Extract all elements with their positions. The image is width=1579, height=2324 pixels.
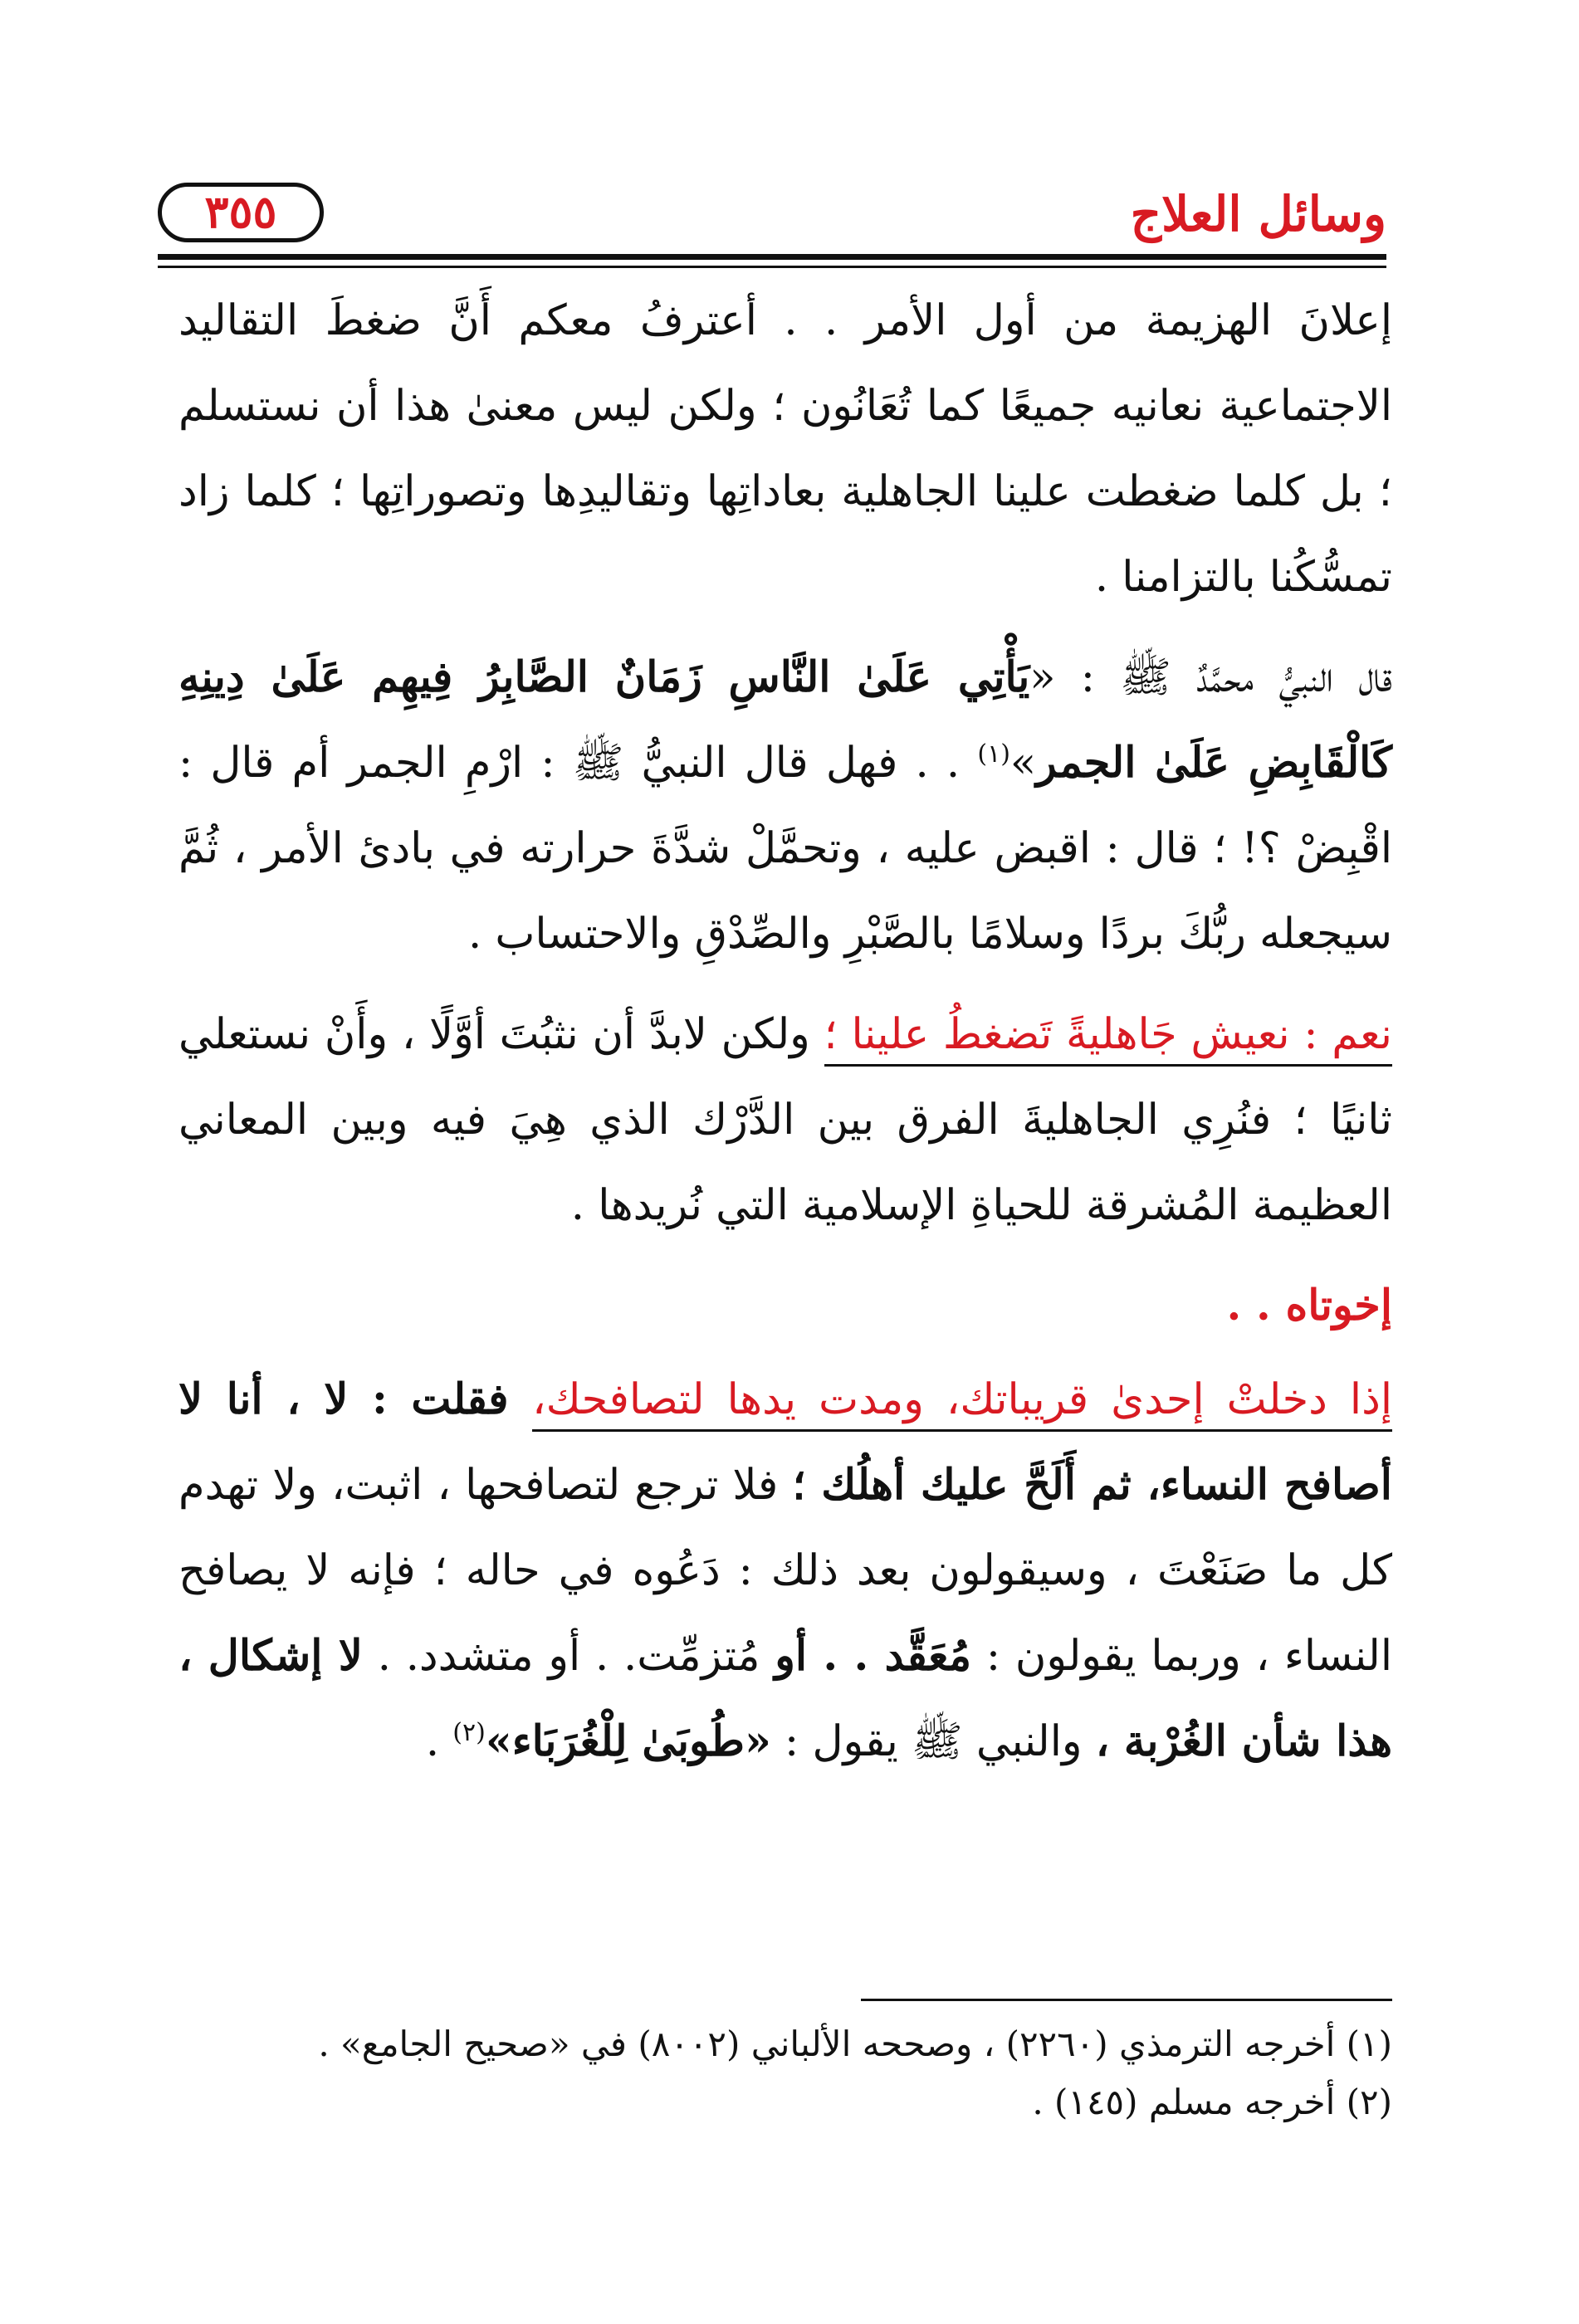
paragraph-4-end: . (425, 1717, 453, 1766)
paragraph-4-f: لا إشكال ، هذا شأن الغُرْبة ، (178, 1631, 1392, 1766)
chapter-title: وسائل العلاج (1130, 186, 1386, 242)
paragraph-2-rest: . . فهل قال النبيُّ ﷺ : ارْمِ الجمر أم قال : اقْبِضْ ؟! ؛ قال : اقبض عليه ، وتحمَّلْ شدَّةَ حرارته في بادئ الأمر ، ثُمَّ سيجعله ربُّكَ بردًا وسلامًا بالصَّبْرِ والصِّدْقِ والاحتساب . (178, 739, 1392, 959)
paragraph-4-c: فلا ترجع لتصافحها ، اثبت، ولا تهدم كل ما صَنَعْتَ ، وسيقولون بعد ذلك : دَعُوه في حاله ؛ فإنه لا يصافح النساء ، وربما يقولون : (178, 1461, 1393, 1681)
hadith-intro: قال النبيُّ محمَّدٌ ﷺ : « (1029, 653, 1392, 702)
body-text (178, 278, 1392, 1799)
paragraph-4-a: فقلت : لا ، أنا لا أصافح النساء، (178, 1374, 1392, 1510)
paragraph-4-b: ثم أَلَحَّ عليك أهلُك ؛ (792, 1460, 1132, 1510)
page-number: ٣٥٥ (158, 183, 324, 242)
highlighted-phrase-2: إذا دخلتْ إحدىٰ قريباتك، ومدت يدها لتصافحك، (532, 1375, 1392, 1432)
paragraph-4-d: مُعَقَّد . . أو (775, 1631, 972, 1681)
header-rule-thick (158, 254, 1386, 260)
footnote-divider (861, 1999, 1392, 2001)
paragraph-1: إعلانَ الهزيمة من أول الأمر . . أعترفُ معكم أَنَّ ضغطَ التقاليد الاجتماعية نعانيه جميعًا كما تُعَانُون ؛ ولكن ليس معنىٰ هذا أن نستسلم ؛ بل كلما ضغطت علينا الجاهلية بعاداتِها وتقاليدِها وتصوراتِها ؛ كلما زاد تمسُّكُنا بالتزامنا . (178, 296, 1392, 602)
paragraph-2 (178, 635, 1392, 977)
footnotes (178, 2015, 1392, 2131)
paragraph-4-g: والنبي ﷺ يقول : (770, 1717, 1096, 1766)
highlighted-phrase: نعم : نعيش جَاهليةً تَضغطُ علينا ؛ (824, 1010, 1392, 1067)
hadith-2-text: «طُوبَىٰ لِلْغُرَبَاء» (485, 1716, 771, 1766)
footnote-ref-1: (١) (977, 740, 1010, 769)
paragraph-3 (178, 992, 1392, 1248)
page-header (158, 166, 1386, 257)
paragraph-4 (178, 1357, 1392, 1784)
paragraph-3-rest: ولكن لابدَّ أن نثبُتَ أوَّلًا ، وأَنْ نستعلي ثانيًا ؛ فنُرِي الجاهليةَ الفرق بين الدَّرْك الذي هِيَ فيه وبين المعاني العظيمة المُشرقة للحياةِ الإسلامية التي نُريدها . (178, 1010, 1392, 1230)
footnote-1: (١) أخرجه الترمذي (٢٢٦٠) ، وصححه الألباني (٨٠٠٢) في «صحيح الجامع» . (318, 2024, 1392, 2064)
footnote-ref-2: (٢) (452, 1718, 486, 1747)
header-rule-thin (158, 266, 1386, 268)
hadith-close: » (1009, 739, 1037, 788)
footnote-2: (٢) أخرجه مسلم (١٤٥) . (1032, 2082, 1392, 2122)
sub-heading: إخوتاه . . (1226, 1281, 1392, 1330)
paragraph-4-e: مُتزمِّت. . أو متشدد. . (362, 1632, 775, 1681)
hadith-text: يَأْتِي عَلَىٰ النَّاسِ زَمَانٌ الصَّابِرُ فِيهِم عَلَىٰ دِينِهِ كَالْقَابِضِ عَلَىٰ الجمر (178, 652, 1392, 788)
